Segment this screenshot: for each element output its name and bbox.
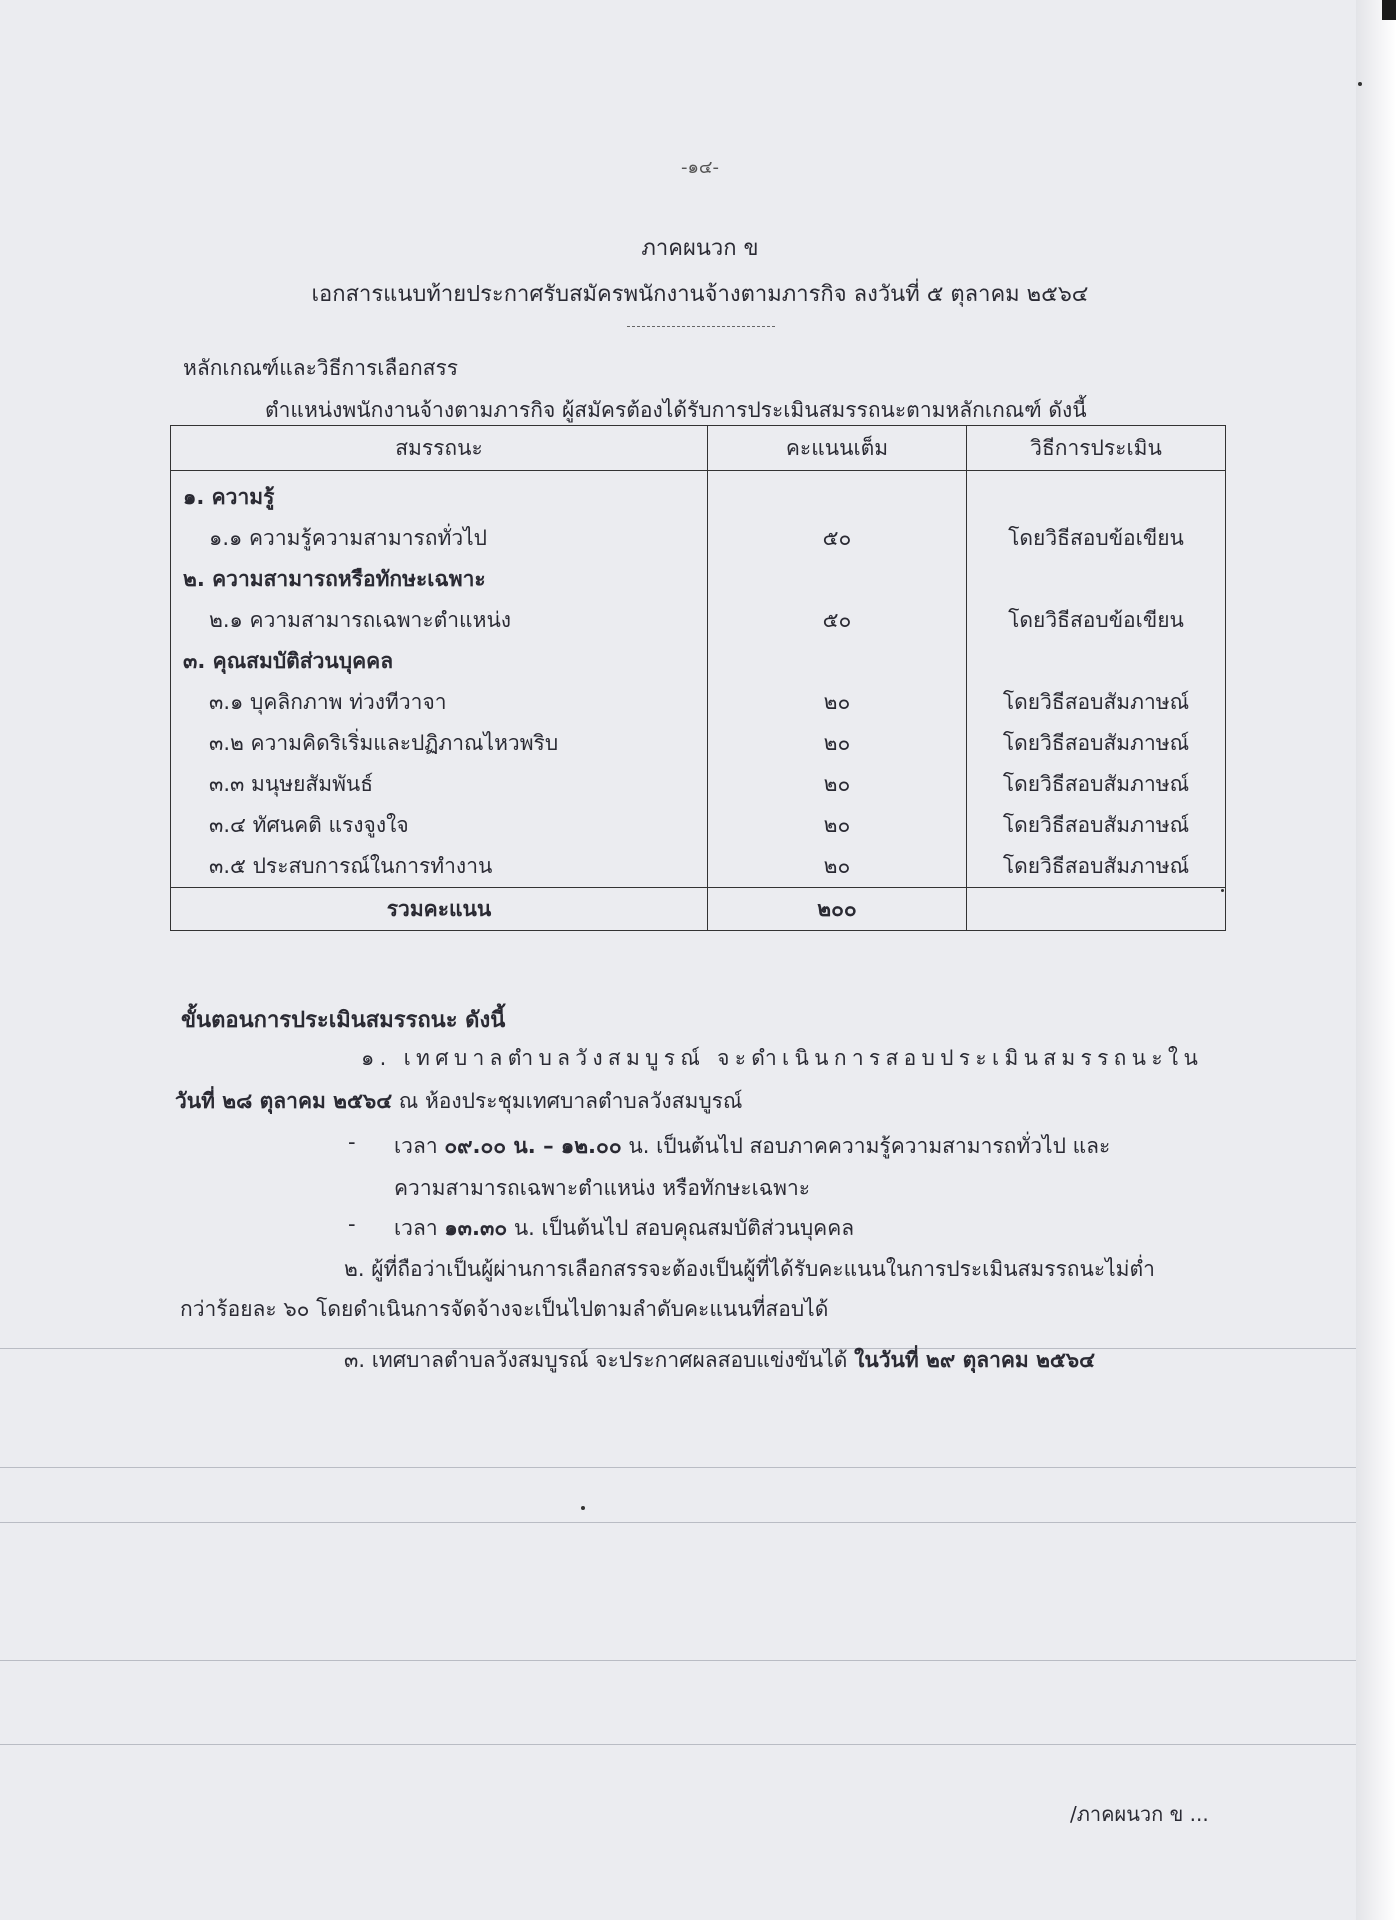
method-cell	[967, 641, 1226, 682]
criteria-heading: หลักเกณฑ์และวิธีการเลือกสรร	[183, 356, 459, 380]
time-start: ๑๓.๓๐	[444, 1216, 508, 1240]
step-3	[344, 1344, 1095, 1377]
scan-fold-line	[0, 1744, 1356, 1745]
header-competency: สมรรถนะ	[171, 426, 708, 471]
step-3-date: ในวันที่ ๒๙ ตุลาคม ๒๕๖๔	[854, 1348, 1096, 1372]
method-cell	[967, 559, 1226, 600]
competency-table	[170, 425, 1226, 931]
competency-item: ๓.๒ ความคิดริเริ่มและปฏิภาณไหวพริบ	[171, 723, 708, 764]
time-label: เวลา	[394, 1134, 445, 1158]
competency-item: ๓.๕ ประสบการณ์ในการทำงาน	[171, 846, 708, 888]
method-cell	[967, 471, 1226, 519]
table-row	[171, 764, 1226, 805]
competency-item: ๒.๑ ความสามารถเฉพาะตำแหน่ง	[171, 600, 708, 641]
step-1-line-2	[175, 1085, 742, 1118]
time-description: น. เป็นต้นไป สอบภาคความรู้ความสามารถทั่วไป และ	[621, 1134, 1111, 1158]
time-label: เวลา	[394, 1216, 445, 1240]
table-row	[171, 471, 1226, 519]
table-total-row	[171, 888, 1226, 931]
score-cell: ๕๐	[708, 518, 967, 559]
bullet-dash: -	[348, 1212, 356, 1236]
total-label: รวมคะแนน	[171, 888, 708, 931]
document-title: ภาคผนวก ข	[641, 236, 759, 261]
score-cell	[708, 559, 967, 600]
score-cell: ๒๐	[708, 723, 967, 764]
method-cell: โดยวิธีสอบสัมภาษณ์	[967, 723, 1226, 764]
score-cell: ๕๐	[708, 600, 967, 641]
schedule-time-1	[394, 1130, 1110, 1163]
competency-item: ๓.๑ บุคลิกภาพ ท่วงทีวาจา	[171, 682, 708, 723]
page-number: -๑๔-	[680, 157, 720, 178]
scan-speck	[581, 1506, 585, 1510]
competency-item: ๑. ความรู้	[171, 471, 708, 519]
total-method-cell	[967, 888, 1226, 931]
schedule-time-2	[394, 1212, 854, 1245]
table-row	[171, 559, 1226, 600]
table-header-row	[171, 426, 1226, 471]
step-1-line-1: ๑. เทศบาลตำบลวังสมบูรณ์ จะดำเนินการสอบประเมินสมรรถนะใน	[361, 1046, 1204, 1070]
method-cell: โดยวิธีสอบสัมภาษณ์	[967, 805, 1226, 846]
header-method: วิธีการประเมิน	[967, 426, 1226, 471]
method-cell: โดยวิธีสอบสัมภาษณ์	[967, 682, 1226, 723]
table-row	[171, 846, 1226, 888]
competency-item: ๑.๑ ความรู้ความสามารถทั่วไป	[171, 518, 708, 559]
score-cell: ๒๐	[708, 846, 967, 888]
score-cell: ๒๐	[708, 805, 967, 846]
score-cell	[708, 471, 967, 519]
table-row	[171, 600, 1226, 641]
step-1-date: วันที่ ๒๘ ตุลาคม ๒๕๖๔	[175, 1089, 393, 1113]
table-row	[171, 641, 1226, 682]
footer-continuation: /ภาคผนวก ข ...	[1070, 1802, 1209, 1826]
score-cell	[708, 641, 967, 682]
bullet-dash: -	[348, 1130, 356, 1154]
time-range: ๐๙.๐๐ น. – ๑๒.๐๐	[444, 1134, 622, 1158]
scan-fold-line	[0, 1522, 1356, 1523]
criteria-intro: ตำแหน่งพนักงานจ้างตามภารกิจ ผู้สมัครต้องได้รับการประเมินสมรรถนะตามหลักเกณฑ์ ดังนี้	[265, 398, 1087, 422]
step-1-location: ณ ห้องประชุมเทศบาลตำบลวังสมบูรณ์	[392, 1089, 743, 1113]
scan-fold-line	[0, 1660, 1356, 1661]
step-2-line-2: กว่าร้อยละ ๖๐ โดยดำเนินการจัดจ้างจะเป็นไปตามลำดับคะแนนที่สอบได้	[180, 1297, 829, 1321]
score-cell: ๒๐	[708, 682, 967, 723]
method-cell: โดยวิธีสอบสัมภาษณ์	[967, 846, 1226, 888]
header-full-score: คะแนนเต็ม	[708, 426, 967, 471]
table-row	[171, 518, 1226, 559]
score-cell: ๒๐	[708, 764, 967, 805]
competency-item: ๓. คุณสมบัติส่วนบุคคล	[171, 641, 708, 682]
method-cell: โดยวิธีสอบข้อเขียน	[967, 600, 1226, 641]
time-description: น. เป็นต้นไป สอบคุณสมบัติส่วนบุคคล	[507, 1216, 855, 1240]
steps-heading: ขั้นตอนการประเมินสมรรถนะ ดังนี้	[181, 1008, 506, 1033]
competency-item: ๓.๔ ทัศนคติ แรงจูงใจ	[171, 805, 708, 846]
step-3-text: ๓. เทศบาลตำบลวังสมบูรณ์ จะประกาศผลสอบแข่งขันได้	[344, 1348, 855, 1372]
total-score: ๒๐๐	[708, 888, 967, 931]
title-divider	[627, 326, 775, 327]
method-cell: โดยวิธีสอบข้อเขียน	[967, 518, 1226, 559]
scan-speck	[1358, 82, 1362, 86]
scan-speck	[1221, 889, 1224, 892]
competency-item: ๒. ความสามารถหรือทักษะเฉพาะ	[171, 559, 708, 600]
method-cell: โดยวิธีสอบสัมภาษณ์	[967, 764, 1226, 805]
schedule-time-1-continued: ความสามารถเฉพาะตำแหน่ง หรือทักษะเฉพาะ	[394, 1176, 811, 1200]
step-2-line-1: ๒. ผู้ที่ถือว่าเป็นผู้ผ่านการเลือกสรรจะต้องเป็นผู้ที่ได้รับคะแนนในการประเมินสมรรถนะไม่ต่ำ	[344, 1257, 1155, 1281]
document-subtitle: เอกสารแนบท้ายประกาศรับสมัครพนักงานจ้างตามภารกิจ ลงวันที่ ๕ ตุลาคม ๒๕๖๔	[311, 282, 1089, 307]
scan-fold-line	[0, 1467, 1356, 1468]
table-row	[171, 805, 1226, 846]
scan-corner	[1382, 0, 1396, 20]
table-row	[171, 682, 1226, 723]
table-row	[171, 723, 1226, 764]
competency-item: ๓.๓ มนุษยสัมพันธ์	[171, 764, 708, 805]
